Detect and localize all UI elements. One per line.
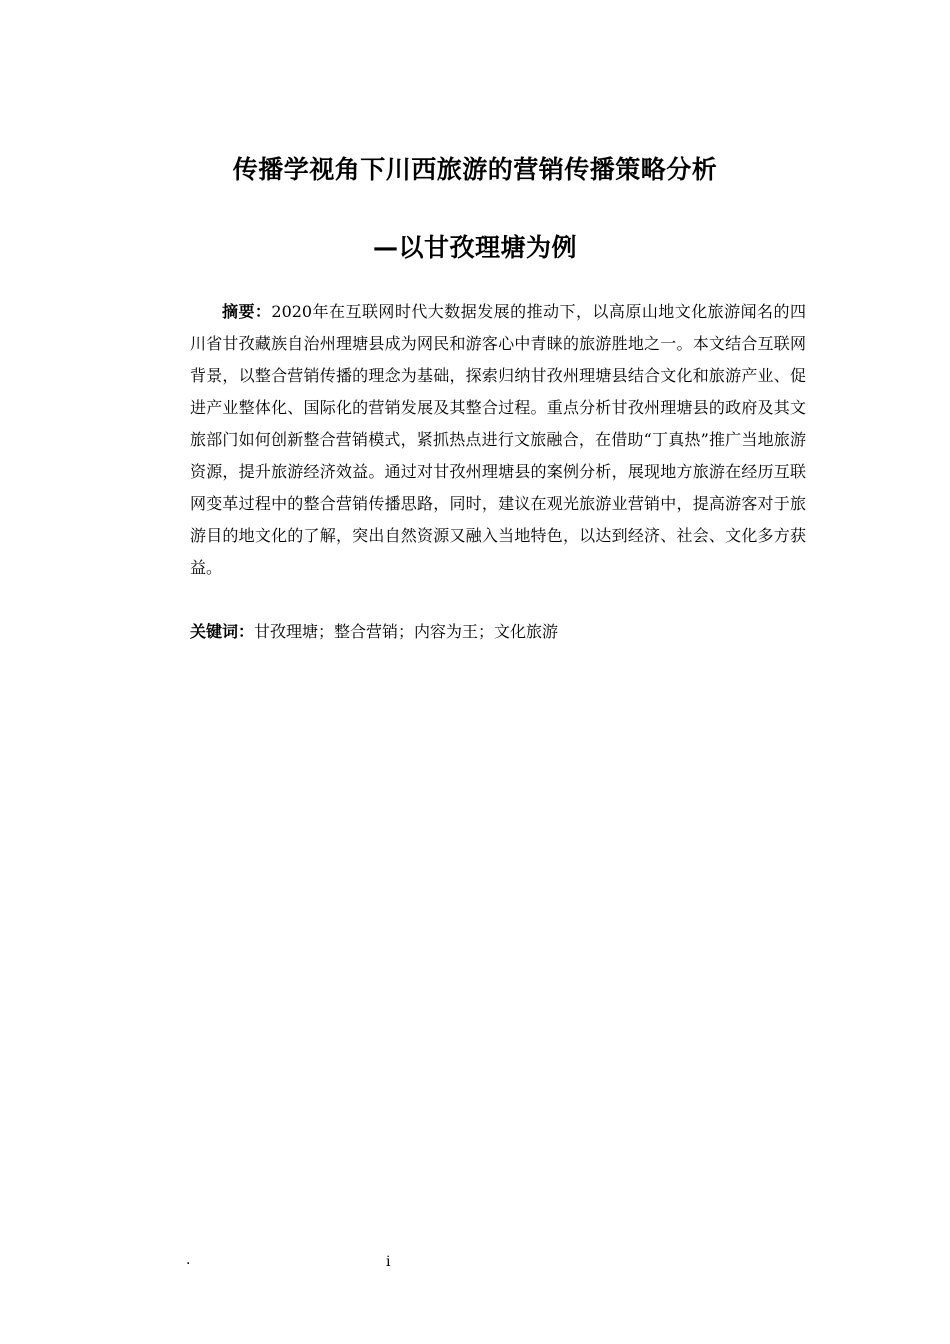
abstract-text: 2020年在互联网时代大数据发展的推动下，以高原山地文化旅游闻名的四川省甘孜藏族自治州理塘县成为网民和游客心中青睐的旅游胜地之一。本文结合互联网背景，以整合营销传播的理念为基础，探索归纳甘孜州理塘县结合文化和旅游产业、促进产业整体化、国际化的营销发展及其整合过程。重点分析甘孜州理塘县的政府及其文旅部门如何创新整合营销模式，紧抓热点进行文旅融合，在借助“丁真热”推广当地旅游资源，提升旅游经济效益。通过对甘孜州理塘县的案例分析，展现地方旅游在经历互联网变革过程中的整合营销传播思路，同时，建议在观光旅游业营销中，提高游客对于旅游目的地文化的了解，突出自然资源又融入当地特色，以达到经济、社会、文化多方获益。 (190, 302, 806, 577)
keywords-paragraph (190, 616, 806, 648)
document-subtitle: —以甘孜理塘为例 (372, 233, 577, 262)
abstract-paragraph (190, 296, 806, 584)
keywords-text: 甘孜理塘；整合营销；内容为王；文化旅游 (254, 622, 559, 641)
document-title: 传播学视角下川西旅游的营销传播策略分析 (232, 155, 718, 184)
footer-dot: . (186, 1252, 191, 1268)
abstract-label: 摘要： (222, 302, 272, 321)
page-number: i (386, 1254, 391, 1270)
keywords-label: 关键词： (190, 622, 255, 641)
